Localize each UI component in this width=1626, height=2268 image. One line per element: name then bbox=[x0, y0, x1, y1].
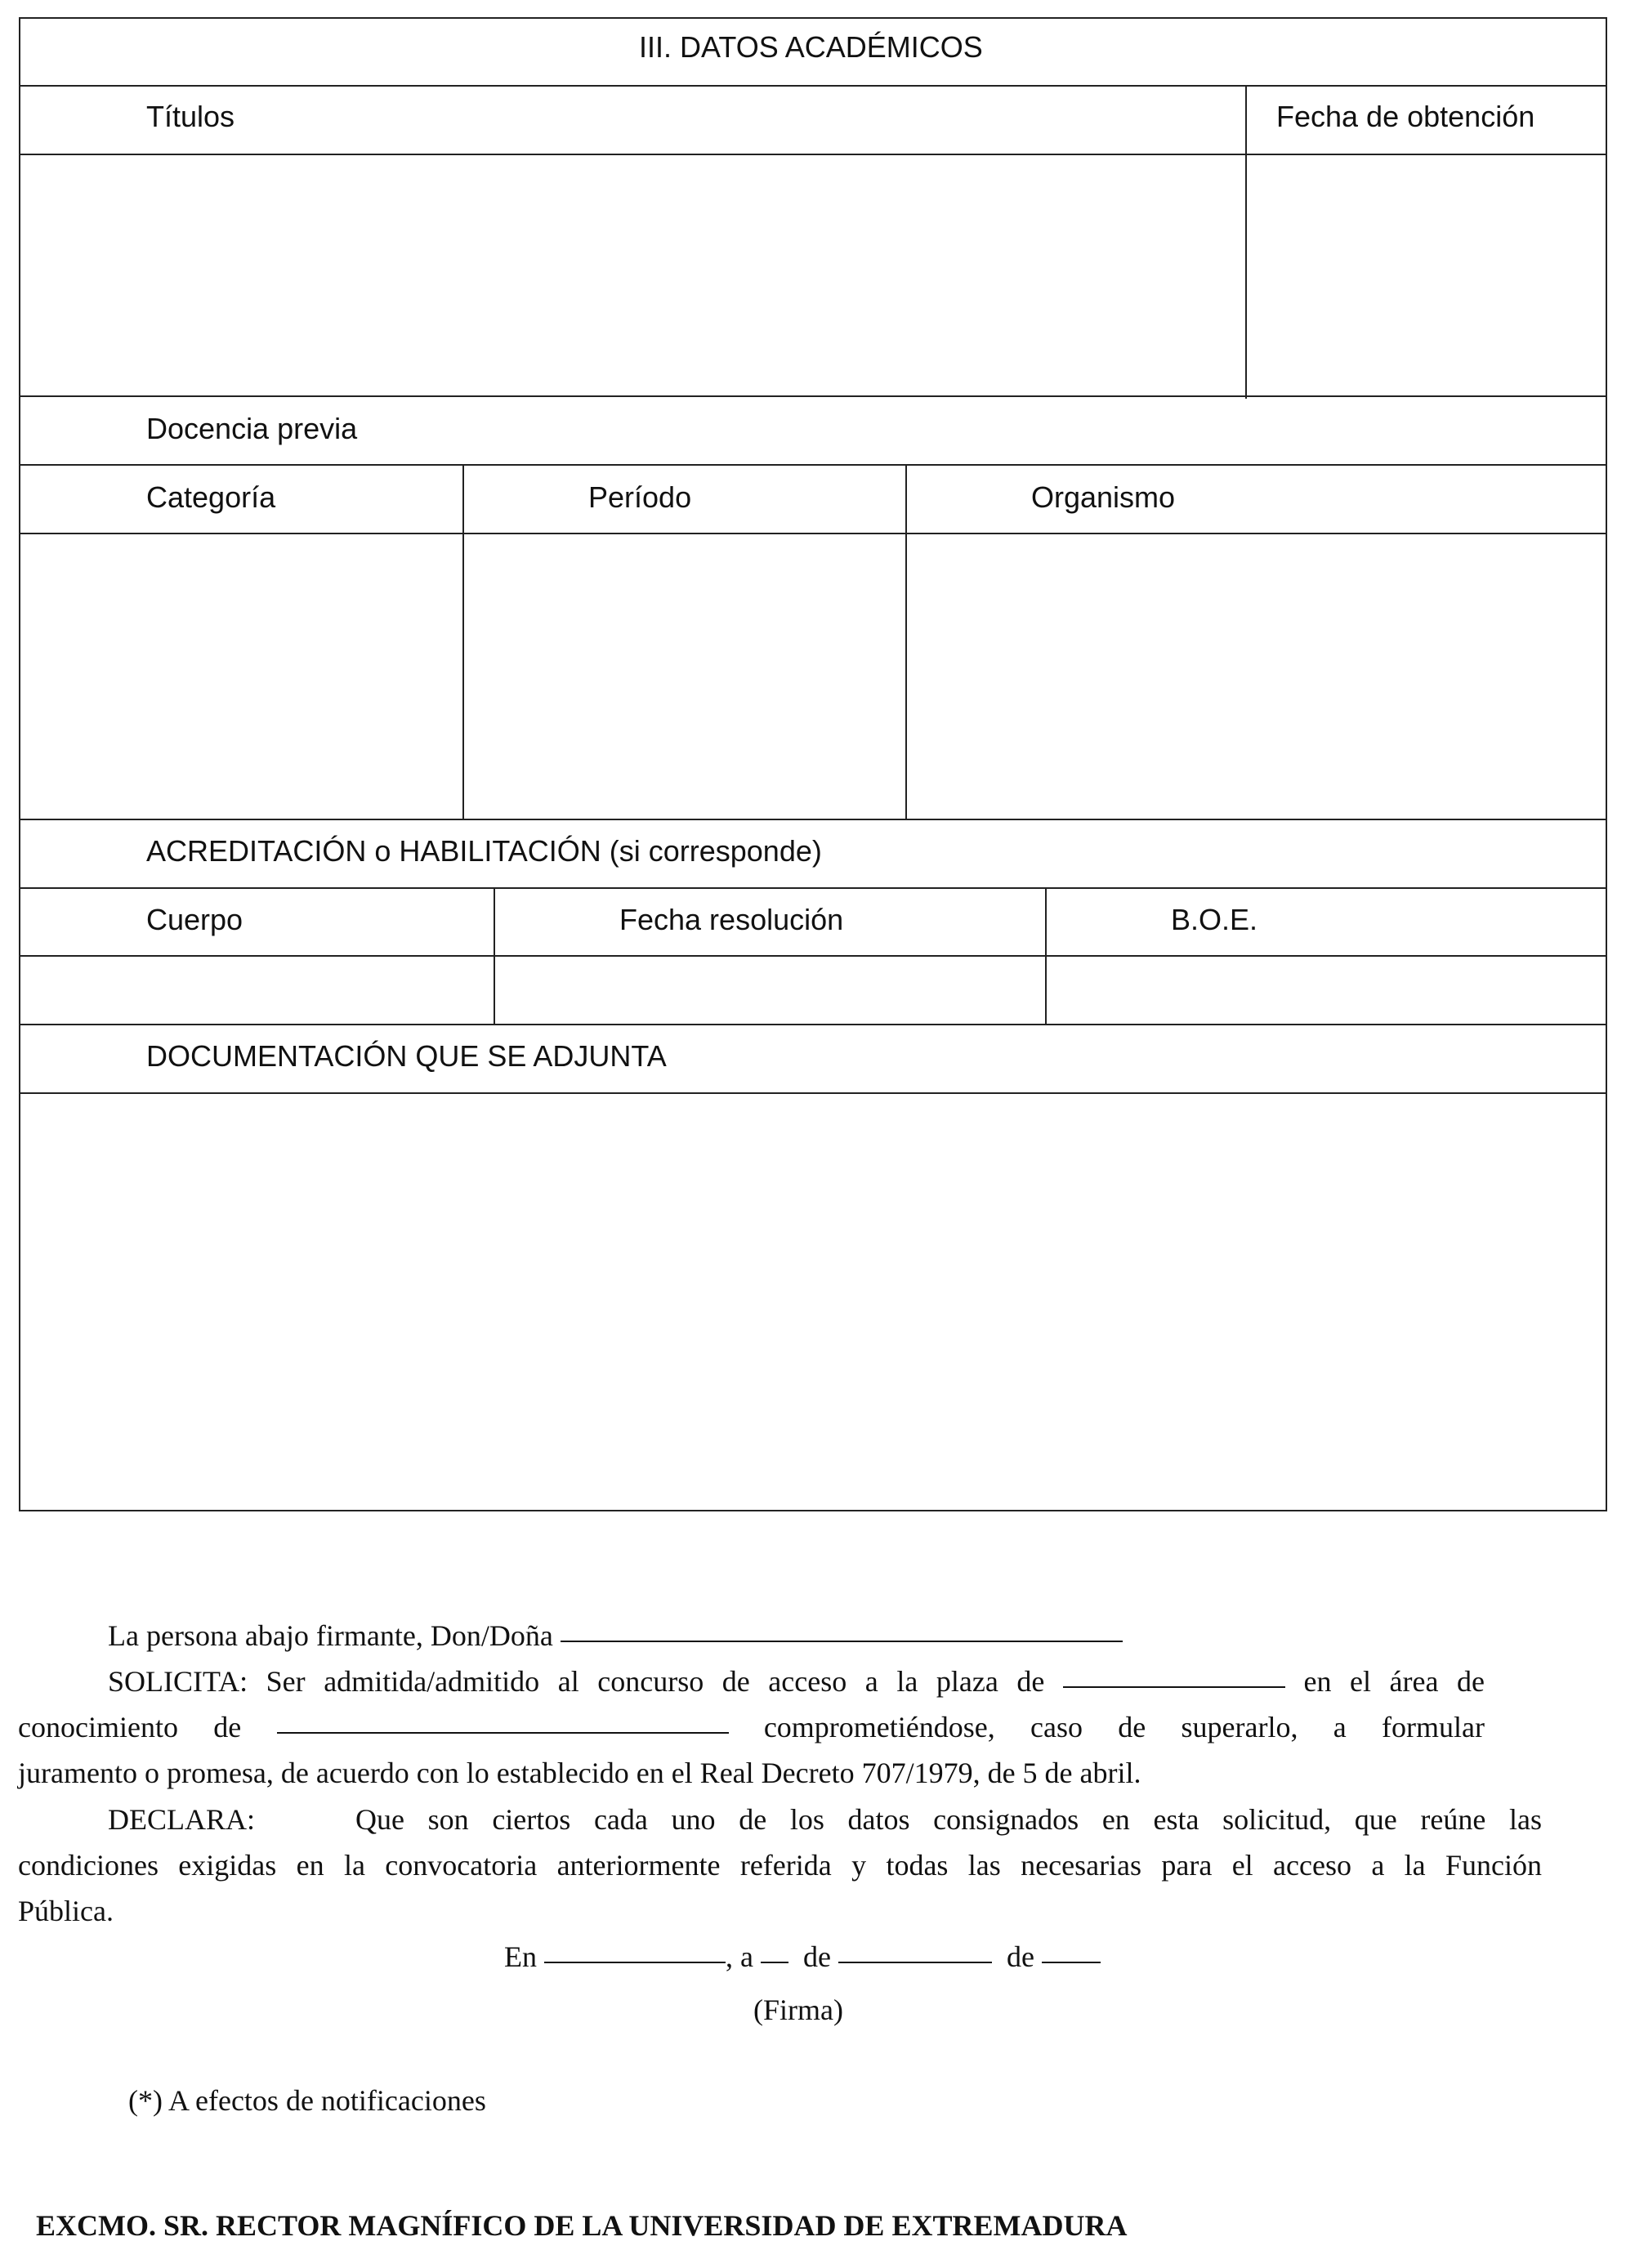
periodo-field[interactable] bbox=[465, 535, 904, 818]
row-divider bbox=[20, 819, 1606, 820]
solicita-line-1 bbox=[108, 1663, 1485, 1699]
firmante-text: La persona abajo firmante, Don/Doña bbox=[108, 1619, 553, 1652]
solicita-text-b: en el área de bbox=[1303, 1665, 1485, 1698]
declara-line-1 bbox=[355, 1801, 1542, 1837]
acreditacion-label: ACREDITACIÓN o HABILITACIÓN (si corresponde) bbox=[146, 834, 822, 868]
firma-label: (Firma) bbox=[753, 1993, 843, 2026]
mes-blank[interactable] bbox=[838, 1962, 992, 1963]
boe-header: B.O.E. bbox=[1171, 903, 1258, 936]
anio-blank[interactable] bbox=[1042, 1962, 1101, 1963]
titulos-field[interactable] bbox=[20, 156, 1244, 395]
en-text: En bbox=[504, 1940, 537, 1973]
titulos-header: Títulos bbox=[146, 100, 235, 133]
row-divider bbox=[20, 464, 1606, 466]
destinatario-title: EXCMO. SR. RECTOR MAGNÍFICO DE LA UNIVERSIDAD DE EXTREMADURA bbox=[36, 2209, 1128, 2242]
solicita-line-3: juramento o promesa, de acuerdo con lo establecido en el Real Decreto 707/1979, de 5 de abril. bbox=[18, 1757, 1141, 1789]
cuerpo-header: Cuerpo bbox=[146, 903, 243, 936]
a-text: , a bbox=[726, 1940, 753, 1973]
cuerpo-field[interactable] bbox=[20, 958, 492, 1023]
solicita-text-d: comprometiéndose, caso de superarlo, a formular bbox=[763, 1711, 1485, 1743]
row-divider bbox=[20, 955, 1606, 957]
solicita-line-2 bbox=[18, 1709, 1485, 1745]
organismo-field[interactable] bbox=[908, 535, 1605, 818]
row-divider bbox=[20, 85, 1606, 87]
categoria-header: Categoría bbox=[146, 480, 276, 514]
de-text-2: de bbox=[1006, 1940, 1034, 1973]
categoria-field[interactable] bbox=[20, 535, 461, 818]
periodo-header: Período bbox=[588, 480, 692, 514]
column-divider bbox=[1245, 85, 1247, 399]
solicita-text-c: conocimiento de bbox=[18, 1711, 242, 1743]
fecha-obtencion-field[interactable] bbox=[1248, 156, 1605, 395]
row-divider bbox=[20, 395, 1606, 397]
declara-line-2: condiciones exigidas en la convocatoria anteriormente referida y todas las necesarias para el acceso a la Función bbox=[18, 1849, 1542, 1882]
row-divider bbox=[20, 887, 1606, 889]
boe-field[interactable] bbox=[1048, 958, 1605, 1023]
dia-blank[interactable] bbox=[761, 1962, 788, 1963]
solicita-text-a: SOLICITA: Ser admitida/admitido al concurso de acceso a la plaza de bbox=[108, 1665, 1045, 1698]
column-divider bbox=[1045, 887, 1047, 1025]
lugar-blank[interactable] bbox=[544, 1962, 726, 1963]
nombre-blank[interactable] bbox=[561, 1641, 1123, 1642]
nota-notificaciones: (*) A efectos de notificaciones bbox=[128, 2084, 486, 2117]
area-blank[interactable] bbox=[277, 1732, 729, 1734]
fecha-obtencion-header: Fecha de obtención bbox=[1276, 100, 1535, 133]
documentacion-label: DOCUMENTACIÓN QUE SE ADJUNTA bbox=[146, 1039, 667, 1073]
declara-line-3: Pública. bbox=[18, 1895, 114, 1927]
column-divider bbox=[905, 464, 907, 820]
row-divider bbox=[20, 533, 1606, 534]
column-divider bbox=[462, 464, 464, 820]
organismo-header: Organismo bbox=[1031, 480, 1176, 514]
plaza-blank[interactable] bbox=[1063, 1686, 1285, 1688]
column-divider bbox=[494, 887, 495, 1025]
declara-label: DECLARA: bbox=[108, 1803, 255, 1836]
de-text-1: de bbox=[802, 1940, 831, 1973]
academic-data-form bbox=[19, 17, 1607, 1511]
row-divider bbox=[20, 1024, 1606, 1025]
section-title: III. DATOS ACADÉMICOS bbox=[639, 30, 983, 64]
fecha-resolucion-field[interactable] bbox=[496, 958, 1043, 1023]
docencia-previa-label: Docencia previa bbox=[146, 412, 358, 445]
row-divider bbox=[20, 154, 1606, 155]
place-date-line bbox=[504, 1939, 1101, 1975]
declara-text-1: Que son ciertos cada uno de los datos consignados en esta solicitud, que reúne las bbox=[355, 1803, 1542, 1836]
documentacion-field[interactable] bbox=[20, 1095, 1605, 1507]
row-divider bbox=[20, 1092, 1606, 1094]
firmante-line bbox=[108, 1618, 1123, 1654]
fecha-resolucion-header: Fecha resolución bbox=[619, 903, 844, 936]
